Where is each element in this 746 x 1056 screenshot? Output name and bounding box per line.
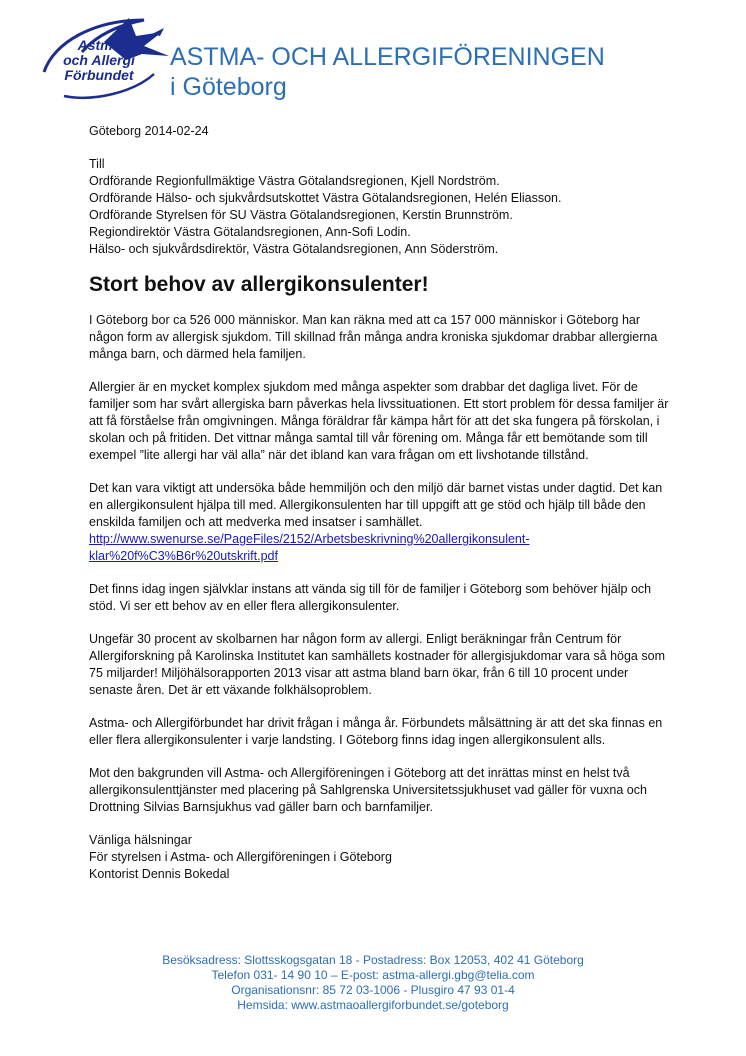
paragraph-with-link: [89, 480, 669, 565]
recipient-line: Regiondirektör Västra Götalandsregionen, Ann-Sofi Lodin.: [89, 225, 411, 239]
paragraph: Astma- och Allergiförbundet har drivit frågan i många år. Förbundets målsättning är att det ska finnas en eller flera allergikonsulenter i varje landsting. I Göteborg finns idag ingen allergikonsulent alls.: [89, 716, 663, 747]
footer-address: Besöksadress: Slottsskogsgatan 18 - Postadress: Box 12053, 402 41 Göteborg: [162, 953, 584, 967]
paragraph: Det finns idag ingen självklar instans att vända sig till för de familjer i Göteborg som behöver hjälp och stöd. Vi ser ett behov av en eller flera allergikonsulenter.: [89, 582, 652, 613]
letterhead: [34, 12, 734, 112]
paragraph: I Göteborg bor ca 526 000 människor. Man kan räkna med att ca 157 000 människor i Göteborg har någon form av allergisk sjukdom. Till skillnad från många andra kroniska sjukdomar drabbar allergierna många barn, och därmed hela familjen.: [89, 313, 658, 361]
logo-line-1: Astma: [77, 37, 121, 53]
letter-title: Stort behov av allergikonsulenter!: [89, 273, 429, 296]
closing-line: Kontorist Dennis Bokedal: [89, 867, 230, 881]
logo-wordmark: [44, 38, 154, 83]
organization-logo: [34, 12, 184, 107]
footer-org-number: Organisationsnr: 85 72 03-1006 - Plusgiro 47 93 01-4: [231, 983, 515, 997]
closing-line: För styrelsen i Astma- och Allergiföreningen i Göteborg: [89, 850, 392, 864]
recipient-line: Hälso- och sjukvårdsdirektör, Västra Götalandsregionen, Ann Söderström.: [89, 242, 499, 256]
organization-name-line-2: i Göteborg: [170, 73, 287, 101]
organization-name-line-1: ASTMA- OCH ALLERGIFÖRENINGEN: [170, 43, 605, 71]
paragraph: Ungefär 30 procent av skolbarnen har någon form av allergi. Enligt beräkningar från Centrum för Allergiforskning på Karolinska Institutet kan samhällets kostnader för allergisjukdomar vara så höga som 75 miljarder! Miljöhälsorapporten 2013 visar att astma bland barn ökar, från 6 till 10 procent under senaste åren. Det är ett växande folkhälsoproblem.: [89, 632, 665, 697]
to-label: Till: [89, 157, 105, 171]
reference-link-line-1: http://www.swenurse.se/PageFiles/2152/Arbetsbeskrivning%20allergikonsulent-: [89, 532, 530, 546]
paragraph-text: Det kan vara viktigt att undersöka både hemmiljön och den miljö där barnet vistas under dagtid. Det kan en allergikonsulent hjälpa till med. Allergikonsulenten har till uppgift att ge stöd och hjälp till både den enskilda familjen och att medverka med insatser i samhället.: [89, 481, 663, 529]
organization-name: [170, 42, 605, 102]
letter-date: Göteborg 2014-02-24: [89, 124, 209, 138]
reference-link-line-2: klar%20f%C3%B6r%20utskrift.pdf: [89, 549, 278, 563]
paragraph: Allergier är en mycket komplex sjukdom med många aspekter som drabbar det dagliga livet. För de familjer som har svårt allergiska barn påverkas hela livssituationen. Ett stort problem för dessa familjer är att få förståelse från omgivningen. Många föräldrar får kämpa hårt för att det ska fungera på förskolan, i skolan och på fritiden. Det vittnar många samtal till vår förening om. Många får ett bemötande som till exempel ”lite allergi har väl alla” när det ibland kan vara frågan om ett livshotande tillstånd.: [89, 380, 669, 462]
footer-phone-email: Telefon 031- 14 90 10 – E-post: astma-allergi.gbg@telia.com: [211, 968, 535, 982]
recipient-line: Ordförande Hälso- och sjukvårdsutskottet Västra Götalandsregionen, Helén Eliasson.: [89, 191, 562, 205]
letter-body: [89, 123, 669, 883]
recipient-line: Ordförande Regionfullmäktige Västra Götalandsregionen, Kjell Nordström.: [89, 174, 500, 188]
closing-line: Vänliga hälsningar: [89, 833, 192, 847]
paragraph: Mot den bakgrunden vill Astma- och Allergiföreningen i Göteborg att det inrättas minst en helst två allergikonsulenttjänster med placering på Sahlgrenska Universitetssjukhuset vad gäller för vuxna och Drottning Silvias Barnsjukhus vad gäller barn och barnfamiljer.: [89, 766, 647, 814]
footer-website: Hemsida: www.astmaoallergiforbundet.se/goteborg: [237, 998, 509, 1012]
logo-line-2: och Allergi: [63, 52, 135, 68]
contact-footer: [0, 953, 746, 1013]
reference-link[interactable]: [89, 531, 669, 565]
logo-line-3: Förbundet: [64, 67, 134, 83]
closing-block: [89, 832, 669, 883]
recipient-line: Ordförande Styrelsen för SU Västra Götalandsregionen, Kerstin Brunnström.: [89, 208, 513, 222]
recipients-block: [89, 156, 669, 258]
